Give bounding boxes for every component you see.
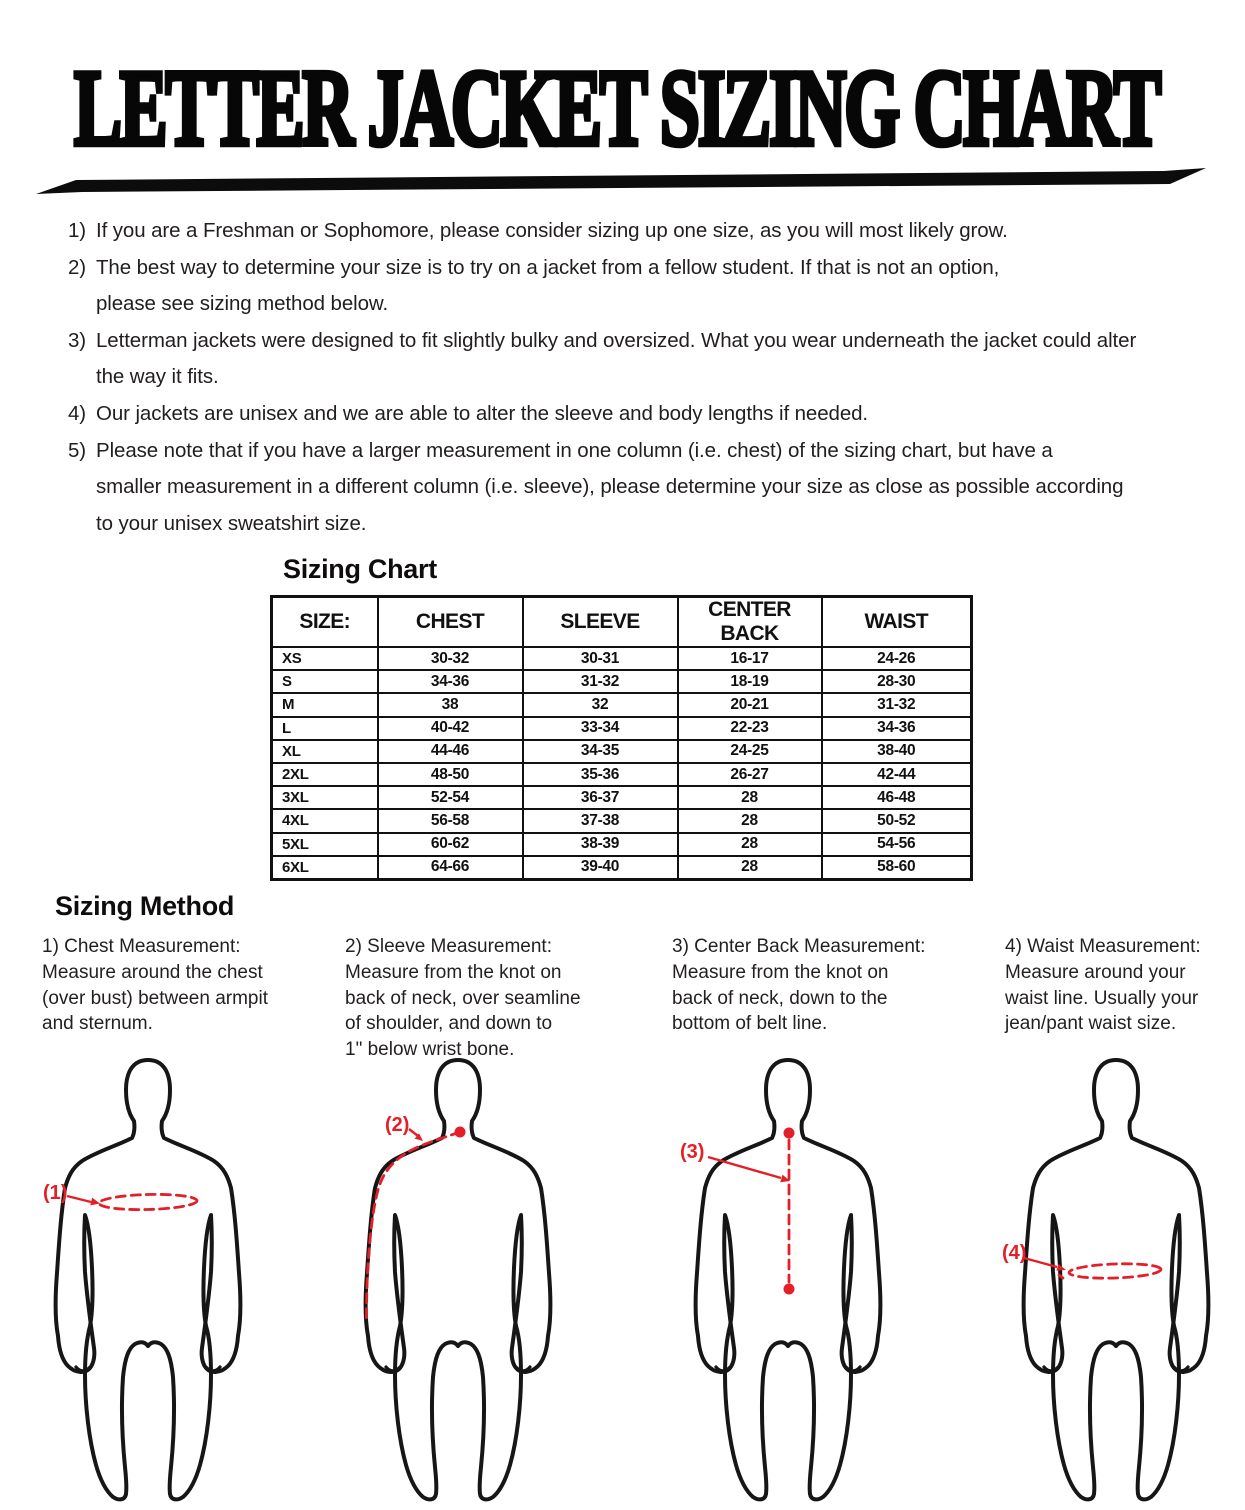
column-header: CHEST [378,597,523,648]
sizing-chart-heading: Sizing Chart [283,554,437,584]
table-row: 3XL 52-54 36-37 28 46-48 [272,786,972,809]
waist-measurement-text: 4) Waist Measurement: Measure around your waist line. Usually your jean/pant waist size. [1005,936,1201,1035]
waist-measurement-figure [988,1058,1245,1510]
column-header: CENTER BACK [678,597,822,648]
chest-measurement-text: 1) Chest Measurement: Measure around the chest (over bust) between armpit and sternum. [42,936,268,1035]
neck-knot-dot [784,1128,795,1139]
chest-marker-label: (1) [43,1182,68,1204]
table-row: 4XL 56-58 37-38 28 50-52 [272,809,972,832]
title-divider-bar [36,168,1208,198]
table-row: 6XL 64-66 39-40 28 58-60 [272,856,972,880]
column-header: SIZE: [272,597,378,648]
table-row: XS 30-32 30-31 16-17 24-26 [272,647,972,670]
sizing-method-heading: Sizing Method [55,891,235,921]
chest-measurement-figure [20,1058,320,1510]
center-back-marker-label: (3) [680,1141,705,1163]
table-row: L 40-42 33-34 22-23 34-36 [272,717,972,740]
list-item: 1) If you are a Freshman or Sophomore, please consider sizing up one size, as you will most likely grow. [68,219,1008,242]
center-back-measurement-text: 3) Center Back Measurement: Measure from the knot on back of neck, down to the bottom of belt line. [672,936,926,1035]
table-row: 5XL 60-62 38-39 28 54-56 [272,833,972,856]
sleeve-leader-line [409,1129,418,1136]
table-header-row [272,597,972,648]
page-title: LETTER JACKET SIZING CHART [74,48,1160,169]
list-item: 5) Please note that if you have a larger measurement in one column (i.e. chest) of the sizing chart, but have a smaller measurement in a different column (i.e. sleeve), please determine your size as close as possible according to your unisex sweatshirt size. [68,438,1124,535]
list-item: 3) Letterman jackets were designed to fit slightly bulky and oversized. What you wear underneath the jacket could alter the way it fits. [68,328,1137,389]
table-row: M 38 32 20-21 31-32 [272,693,972,716]
column-header: WAIST [822,597,972,648]
notes-list [68,213,1218,542]
center-back-measurement-figure [660,1058,960,1510]
waist-marker-label: (4) [1002,1242,1027,1264]
sizing-chart-table [270,595,973,881]
sleeve-measurement-text: 2) Sleeve Measurement: Measure from the knot on back of neck, over seamline of shoulder, and down to 1" below wrist bone. [345,936,581,1061]
table-row: S 34-36 31-32 18-19 28-30 [272,670,972,693]
table-row: 2XL 48-50 35-36 26-27 42-44 [272,763,972,786]
sleeve-measurement-figure [330,1058,630,1510]
sleeve-marker-label: (2) [385,1114,410,1136]
table-row: XL 44-46 34-35 24-25 38-40 [272,740,972,763]
list-item: 4) Our jackets are unisex and we are able to alter the sleeve and body lengths if needed. [68,401,869,425]
belt-line-dot [784,1284,795,1295]
list-item: 2) The best way to determine your size is to try on a jacket from a fellow student. If that is not an option, please see sizing method below. [68,255,1000,316]
column-header: SLEEVE [523,597,678,648]
